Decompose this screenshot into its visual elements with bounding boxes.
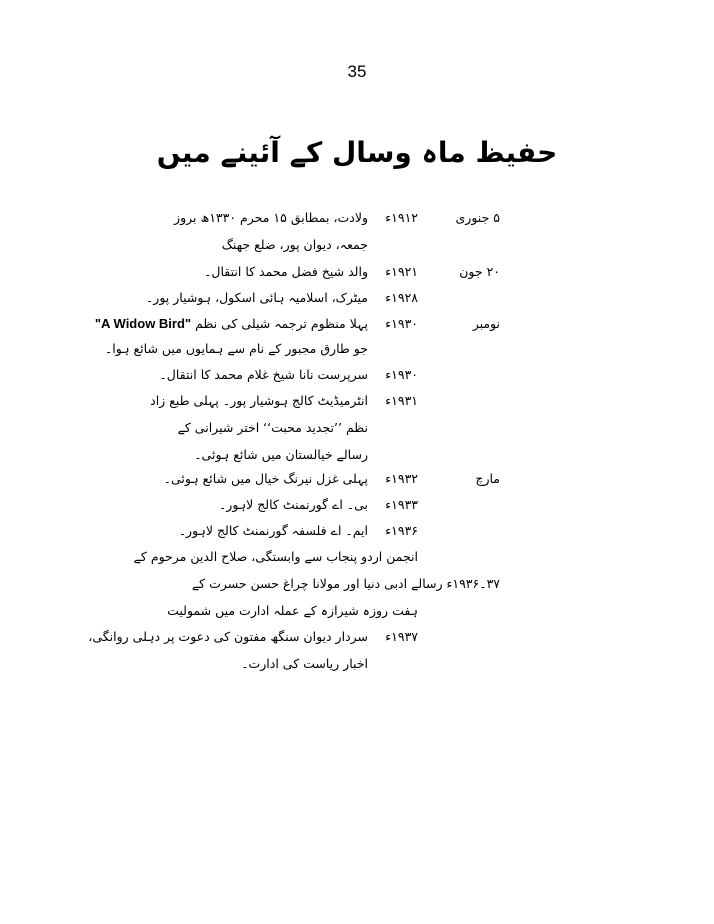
entry-date: مارچ xyxy=(475,471,500,486)
entry-text xyxy=(95,310,368,337)
entry-text: ۳۷۔۱۹۳۶ء رسالے ادبی دنیا اور مولانا چراغ حسن حسرت کے xyxy=(191,576,500,591)
entry-text: ہفت روزہ شیرازہ کے عملہ ادارت میں شمولیت xyxy=(167,603,418,618)
entry-year: ۱۹۳۱ء xyxy=(385,393,418,408)
poem-title-latin: "A Widow Bird" xyxy=(94,316,192,331)
entry-year: ۱۹۳۷ء xyxy=(385,629,418,644)
entry-text: انٹرمیڈیٹ کالج ہوشیار پور۔ پہلی طبع زاد نظم ’’تجدید محبت‘‘ اختر شیرانی کے رسالے خیالستان میں شائع ہوئی۔ xyxy=(150,393,368,462)
entry-year: ۱۹۳۶ء xyxy=(385,523,418,538)
entry-text: میٹرک، اسلامیہ ہائی اسکول، ہوشیار پور۔ xyxy=(145,290,368,305)
page-title: حفیظ ماہ وسال کے آئینے میں xyxy=(156,136,558,169)
entry-text: انجمن اردو پنجاب سے وابستگی، صلاح الدین مرحوم کے xyxy=(133,549,418,564)
entry-date: نومبر xyxy=(472,316,500,331)
entry-text: سرپرست نانا شیخ غلام محمد کا انتقال۔ xyxy=(159,367,368,382)
page-number: 35 xyxy=(347,62,367,81)
entry-text: بی۔ اے گورنمنٹ کالج لاہور۔ xyxy=(218,497,368,512)
entry-date: ۲۰ جون xyxy=(459,264,500,279)
entry-text: ولادت، بمطابق ۱۵ محرم ۱۳۳۰ھ بروز جمعہ، دیوان پور، ضلع جھنگ xyxy=(174,210,368,252)
entry-year: ۱۹۳۳ء xyxy=(385,497,418,512)
entry-text-continued: جو طارق مجبور کے نام سے ہمایوں میں شائع ہوا۔ xyxy=(104,341,368,356)
entry-year: ۱۹۳۲ء xyxy=(385,471,418,486)
entry-text: سردار دیوان سنگھ مفتون کی دعوت پر دہلی روانگی، xyxy=(88,629,368,644)
entry-year: ۱۹۲۸ء xyxy=(385,290,418,305)
entry-year: ۱۹۲۱ء xyxy=(385,264,418,279)
entry-year: ۱۹۳۰ء xyxy=(385,316,418,331)
entry-text: والد شیخ فضل محمد کا انتقال۔ xyxy=(204,264,368,279)
entry-date: ۵ جنوری xyxy=(455,210,500,225)
entry-year: ۱۹۳۰ء xyxy=(385,367,418,382)
entry-year: ۱۹۱۲ء xyxy=(385,210,418,225)
entry-text: ایم۔ اے فلسفہ گورنمنٹ کالج لاہور۔ xyxy=(178,523,368,538)
entry-text-urdu: پہلا منظوم ترجمہ شیلی کی نظم xyxy=(195,316,368,331)
entry-text-continued: اخبار ریاست کی ادارت۔ xyxy=(241,656,368,671)
entry-text: پہلی غزل نیرنگ خیال میں شائع ہوئی۔ xyxy=(163,471,368,486)
